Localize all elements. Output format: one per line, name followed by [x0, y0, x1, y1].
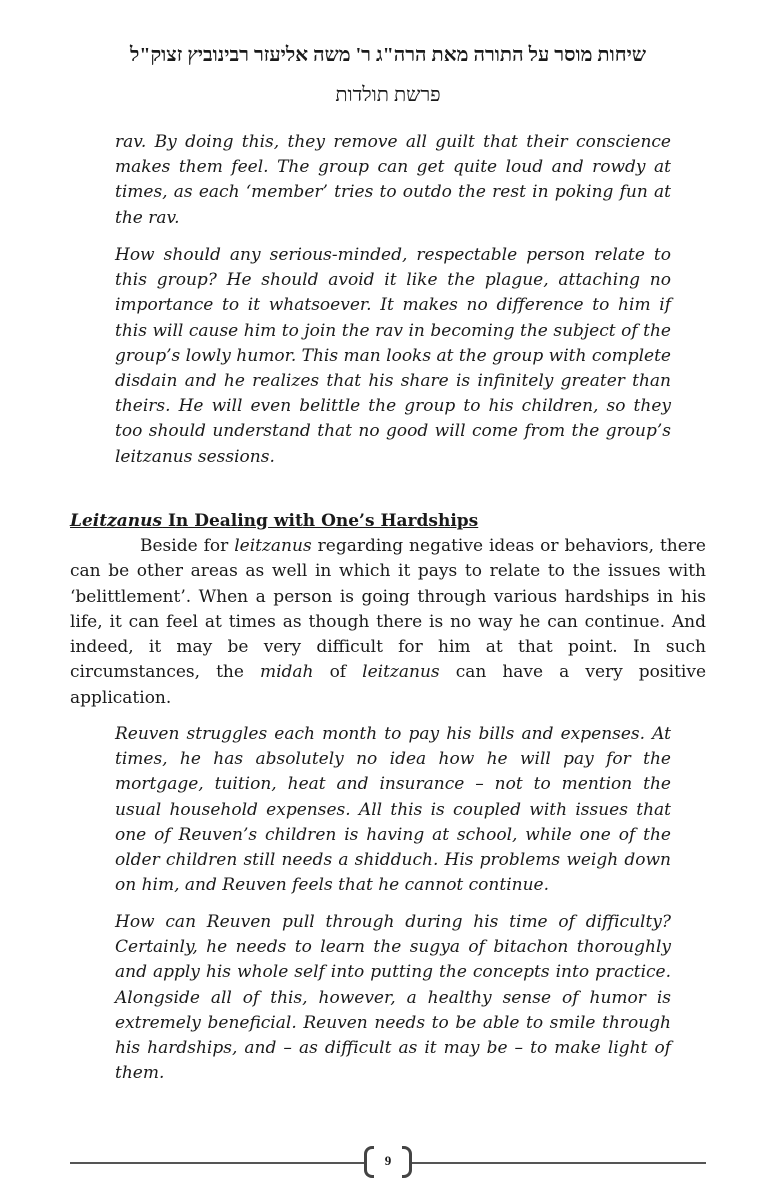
body-paragraph: [70, 534, 706, 711]
quote-paragraph-4: How can Reuven pull through during his time of difficulty? Certainly, he needs to learn the sugya of bitachon thoroughly and apply his whole self into putting the concepts into practice. Alongside all of this, however, a healthy sense of humor is extremely beneficial. Reuven needs to be able to smile through his hardships, and – as difficult as it may be – to make light of them.: [115, 912, 671, 1084]
body-text-4: can have a very positive application.: [70, 662, 707, 708]
quote-paragraph-3: Reuven struggles each month to pay his bills and expenses. At times, he has absolutely no idea how he will pay for the mortgage, tuition, heat and insurance – not to mention the usual household expenses. All this is coupled with issues that one of Reuven’s children is having at school, while one of the older children still needs a shidduch. His problems weigh down on him, and Reuven feels that he cannot continue.: [115, 724, 671, 896]
page-number: 9: [384, 1153, 392, 1168]
section-heading: [70, 509, 478, 534]
quote-paragraph-2: How should any serious-minded, respectable person relate to this group? He should avoid it like the plague, attaching no importance to it whatsoever. It makes no difference to him if this will cause him to join the rav in becoming the subject of the group’s lowly humor. This man looks at the group with complete disdain and he realizes that his share is infinitely greater than theirs. He will even belittle the group to his children, so they too should understand that no good will come from the group’s leitzanus sessions.: [115, 245, 671, 467]
body-text-3: of: [313, 662, 363, 683]
body-italic-2: midah: [259, 662, 314, 683]
page-number-bracket-left: [364, 1146, 374, 1178]
quote-paragraph-1: rav. By doing this, they remove all guilt that their conscience makes them feel. The group can get quite loud and rowdy at times, as each ‘member’ tries to outdo the rest in poking fun at the rav.: [115, 132, 671, 228]
footer-rule-right: [412, 1162, 706, 1164]
running-header-title: שיחות מוסר על התורה מאת הרה"ג ר' משה אליעזר רבינוביץ זצוק"ל: [129, 44, 646, 66]
running-header-subtitle: פרשת תולדות: [335, 84, 441, 106]
body-text-2: regarding negative ideas or behaviors, there can be other areas as well in which it pays to relate to the issues with ‘belittlement’. When a person is going through various hardships in his life, it can feel at times as though there is no way he can continue. And indeed, it may be very difficult for him at that point. In such circumstances, the: [70, 536, 706, 683]
body-italic-1: leitzanus: [234, 536, 312, 556]
body-text-1: Beside for: [140, 536, 235, 556]
body-italic-3: leitzanus: [362, 662, 440, 683]
section-heading-rest: In Dealing with One’s Hardships: [162, 511, 479, 531]
section-heading-italic: Leitzanus: [70, 511, 163, 531]
footer-rule-left: [70, 1162, 364, 1164]
page-number-bracket-right: [402, 1146, 412, 1178]
